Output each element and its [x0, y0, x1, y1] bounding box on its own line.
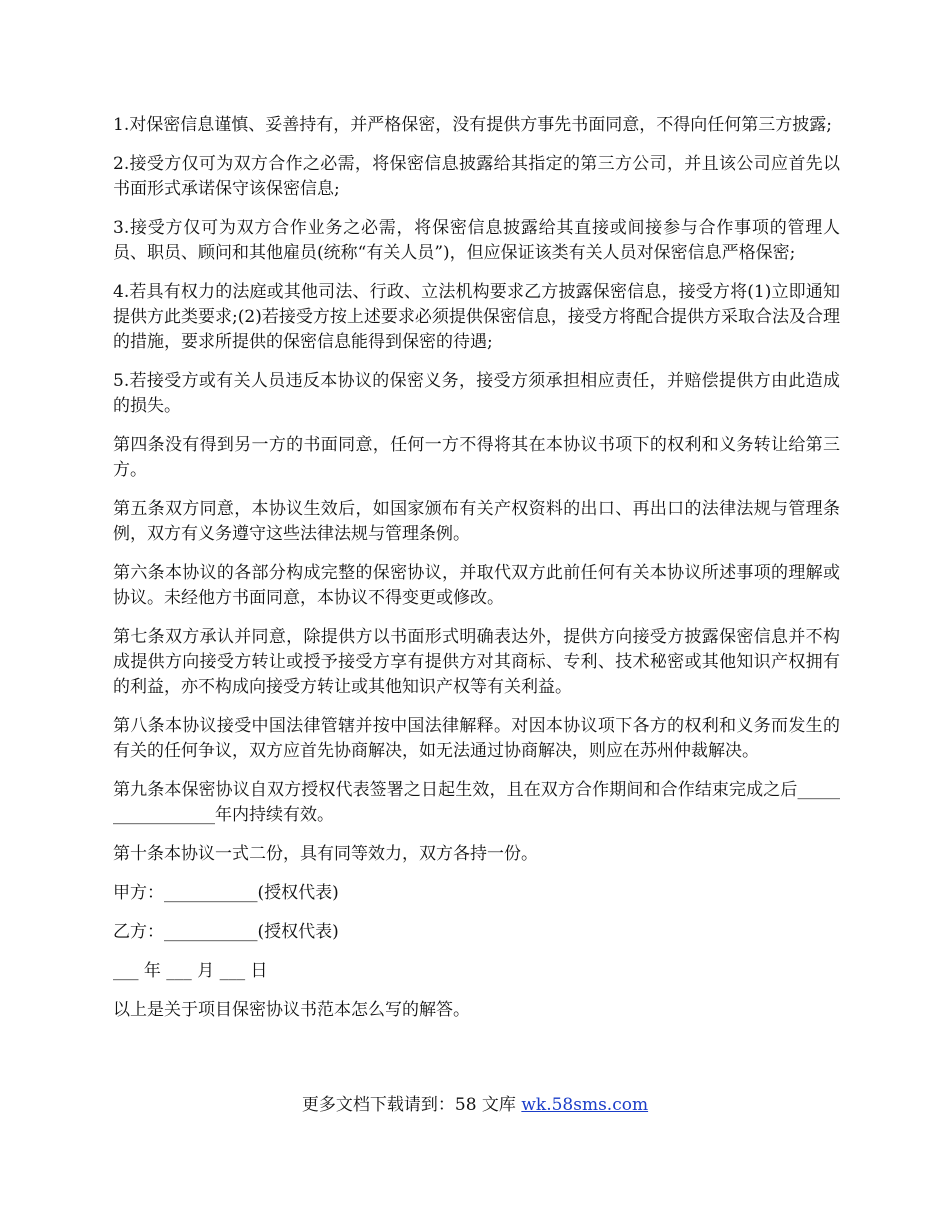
article-4: 第四条没有得到另一方的书面同意，任何一方不得将其在本协议书项下的权利和义务转让给第三方。 [113, 435, 840, 480]
party-b-signature: 乙方：___________(授权代表) [113, 922, 339, 942]
clause-5: 5.若接受方或有关人员违反本协议的保密义务，接受方须承担相应责任，并赔偿提供方由此造成的损失。 [113, 371, 840, 416]
clause-2: 2.接受方仅可为双方合作之必需，将保密信息披露给其指定的第三方公司，并且该公司应首先以书面形式承诺保守该保密信息; [113, 154, 840, 199]
clause-3: 3.接受方仅可为双方合作业务之必需，将保密信息披露给其直接或间接参与合作事项的管理人员、职员、顾问和其他雇员(统称“有关人员”)，但应保证该类有关人员对保密信息严格保密; [113, 218, 840, 263]
party-a-signature: 甲方：___________(授权代表) [113, 883, 339, 903]
article-6: 第六条本协议的各部分构成完整的保密协议，并取代双方此前任何有关本协议所述事项的理解或协议。未经他方书面同意，本协议不得变更或修改。 [113, 563, 840, 608]
article-8: 第八条本协议接受中国法律管辖并按中国法律解释。对因本协议项下各方的权利和义务而发生的有关的任何争议，双方应首先协商解决，如无法通过协商解决，则应在苏州仲裁解决。 [113, 716, 840, 761]
article-7: 第七条双方承认并同意，除提供方以书面形式明确表达外，提供方向接受方披露保密信息并不构成提供方向接受方转让或授予接受方享有提供方对其商标、专利、技术秘密或其他知识产权拥有的利益，亦不构成向接受方转让或其他知识产权等有关利益。 [113, 627, 840, 697]
document-body [113, 113, 840, 1037]
clause-4: 4.若具有权力的法庭或其他司法、行政、立法机构要求乙方披露保密信息，接受方将(1)立即通知提供方此类要求;(2)若接受方按上述要求必须提供保密信息，接受方将配合提供方采取合法及合理的措施，要求所提供的保密信息能得到保密的待遇; [113, 282, 840, 352]
clause-1: 1.对保密信息谨慎、妥善持有，并严格保密，没有提供方事先书面同意，不得向任何第三方披露; [113, 115, 832, 135]
download-footer [0, 1093, 950, 1118]
footer-link[interactable]: wk.58sms.com [521, 1095, 649, 1115]
date-line: ___ 年 ___ 月 ___ 日 [113, 961, 268, 981]
footer-prefix: 更多文档下载请到：58 文库 [301, 1095, 522, 1115]
article-5: 第五条双方同意，本协议生效后，如国家颁布有关产权资料的出口、再出口的法律法规与管理条例，双方有义务遵守这些法律法规与管理条例。 [113, 499, 840, 544]
article-10: 第十条本协议一式二份，具有同等效力，双方各持一份。 [113, 844, 538, 864]
closing-note: 以上是关于项目保密协议书范本怎么写的解答。 [113, 1000, 470, 1020]
article-9: 第九条本保密协议自双方授权代表签署之日起生效，且在双方合作期间和合作结束完成之后_________________年内持续有效。 [113, 780, 840, 825]
